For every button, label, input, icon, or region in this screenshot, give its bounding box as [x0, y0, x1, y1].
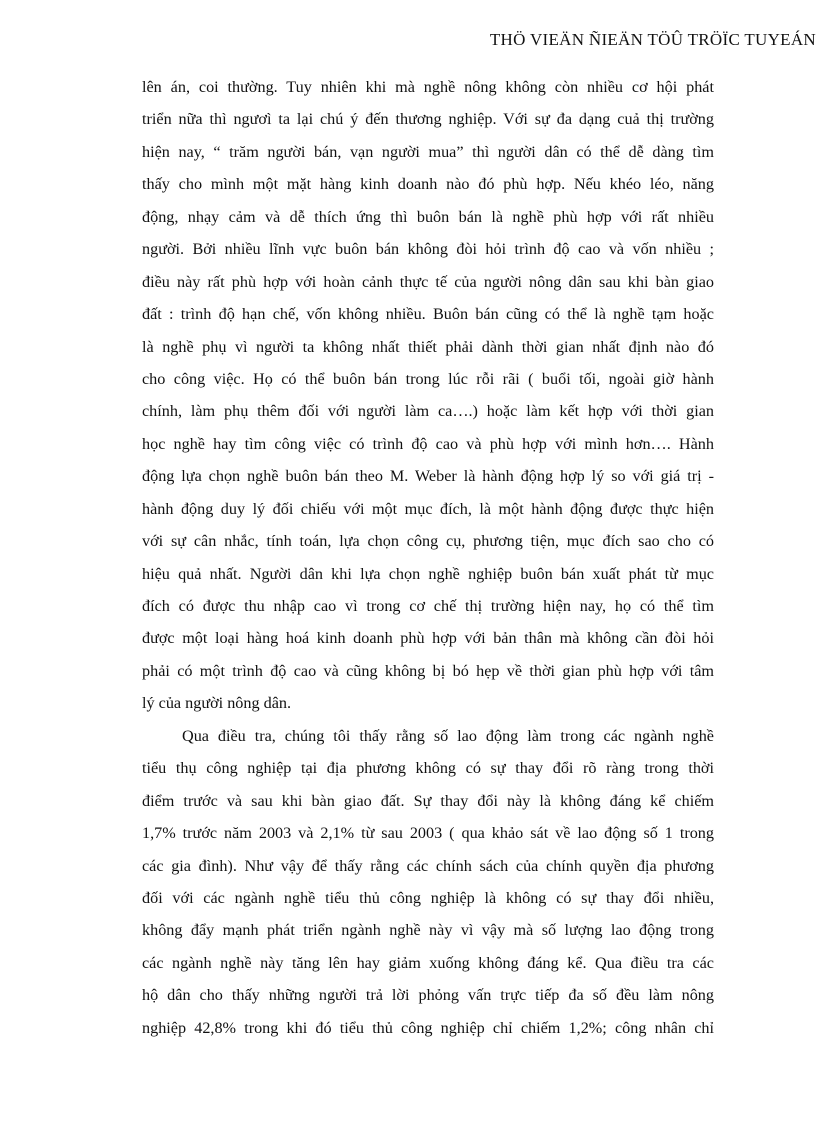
text-line: động lựa chọn nghề buôn bán theo M. Weber là hành động hợp lý so với giá trị -	[142, 467, 714, 486]
text-line: Qua điều tra, chúng tôi thấy rằng số lao động làm trong các ngành nghề	[182, 726, 714, 745]
document-body	[142, 71, 714, 1044]
text-line: các gia đình). Như vậy để thấy rằng các chính sách của chính quyền địa phương	[142, 856, 714, 875]
text-line: đối với các ngành nghề tiểu thủ công nghiệp là không có sự thay đổi nhiều,	[142, 888, 714, 907]
text-line: điều này rất phù hợp với hoàn cảnh thực tế của người nông dân sau khi bàn giao	[142, 272, 714, 291]
text-line: triển nữa thì ngươì ta lại chú ý đến thương nghiệp. Với sự đa dạng cuả thị trường	[142, 110, 714, 129]
text-line: với sự cân nhắc, tính toán, lựa chọn công cụ, phương tiện, mục đích sao cho có	[142, 532, 714, 551]
text-line: hiện nay, “ trăm người bán, vạn người mua” thì người dân có thể dễ dàng tìm	[142, 142, 714, 161]
text-line: lên án, coi thường. Tuy nhiên khi mà nghề nông không còn nhiều cơ hội phát	[142, 78, 714, 96]
text-line: đích có được thu nhập cao vì trong cơ chế thị trường hiện nay, họ có thể tìm	[142, 597, 714, 615]
page-header-title: THÖ VIEÄN ÑIEÄN TÖÛ TRÖÏC TUYEÁN	[489, 30, 816, 49]
text-line: được một loại hàng hoá kinh doanh phù hợp với bản thân mà không cần đòi hỏi	[142, 629, 714, 648]
paragraph-2	[142, 720, 714, 1044]
text-line: điểm trước và sau khi bàn giao đất. Sự thay đổi này là không đáng kể chiếm	[142, 791, 714, 810]
text-line: các ngành nghề này tăng lên hay giảm xuống không đáng kể. Qua điều tra các	[142, 953, 714, 972]
text-line: cho công việc. Họ có thể buôn bán trong lúc rỗi rãi ( buổi tối, ngoài giờ hành	[142, 369, 714, 388]
text-line: hành động duy lý đối chiếu với một mục đích, là một hành động được thực hiện	[142, 499, 714, 518]
text-line: lý của người nông dân.	[142, 694, 292, 713]
text-line: hiệu quả nhất. Người dân khi lựa chọn nghề nghiệp buôn bán xuất phát từ mục	[142, 564, 714, 583]
text-line: tiểu thụ công nghiệp tại địa phương không có sự thay đổi rõ ràng trong thời	[142, 759, 714, 778]
text-line: động, nhạy cảm và dễ thích ứng thì buôn bán là nghề phù hợp với rất nhiều	[142, 207, 714, 226]
text-line: người. Bởi nhiều lĩnh vực buôn bán không đòi hỏi trình độ cao và vốn nhiều ;	[142, 240, 714, 259]
text-line: không đẩy mạnh phát triển ngành nghề này vì vậy mà số lượng lao động trong	[142, 921, 714, 940]
paragraph-1	[142, 71, 714, 720]
text-line: học nghề hay tìm công việc có trình độ cao và phù hợp với mình hơn…. Hành	[142, 434, 714, 453]
text-line: là nghề phụ vì người ta không nhất thiết phải dành thời gian nhất định nào đó	[142, 337, 714, 356]
text-line: phải có một trình độ cao và cũng không bị bó hẹp về thời gian phù hợp với tâm	[142, 661, 714, 680]
text-line: hộ dân cho thấy những người trả lời phỏng vấn trực tiếp đa số đều làm nông	[142, 986, 714, 1005]
text-line: chính, làm phụ thêm đối với người làm ca….) hoặc làm kết hợp với thời gian	[142, 402, 714, 421]
text-line: đất : trình độ hạn chế, vốn không nhiều. Buôn bán cũng có thể là nghề tạm hoặc	[142, 305, 714, 324]
text-line: 1,7% trước năm 2003 và 2,1% từ sau 2003 ( qua khảo sát về lao động số 1 trong	[142, 824, 714, 843]
text-line: nghiệp 42,8% trong khi đó tiểu thủ công nghiệp chỉ chiếm 1,2%; công nhân chỉ	[142, 1018, 714, 1037]
text-line: thấy cho mình một mặt hàng kinh doanh nào đó phù hợp. Nếu khéo léo, năng	[142, 175, 714, 194]
